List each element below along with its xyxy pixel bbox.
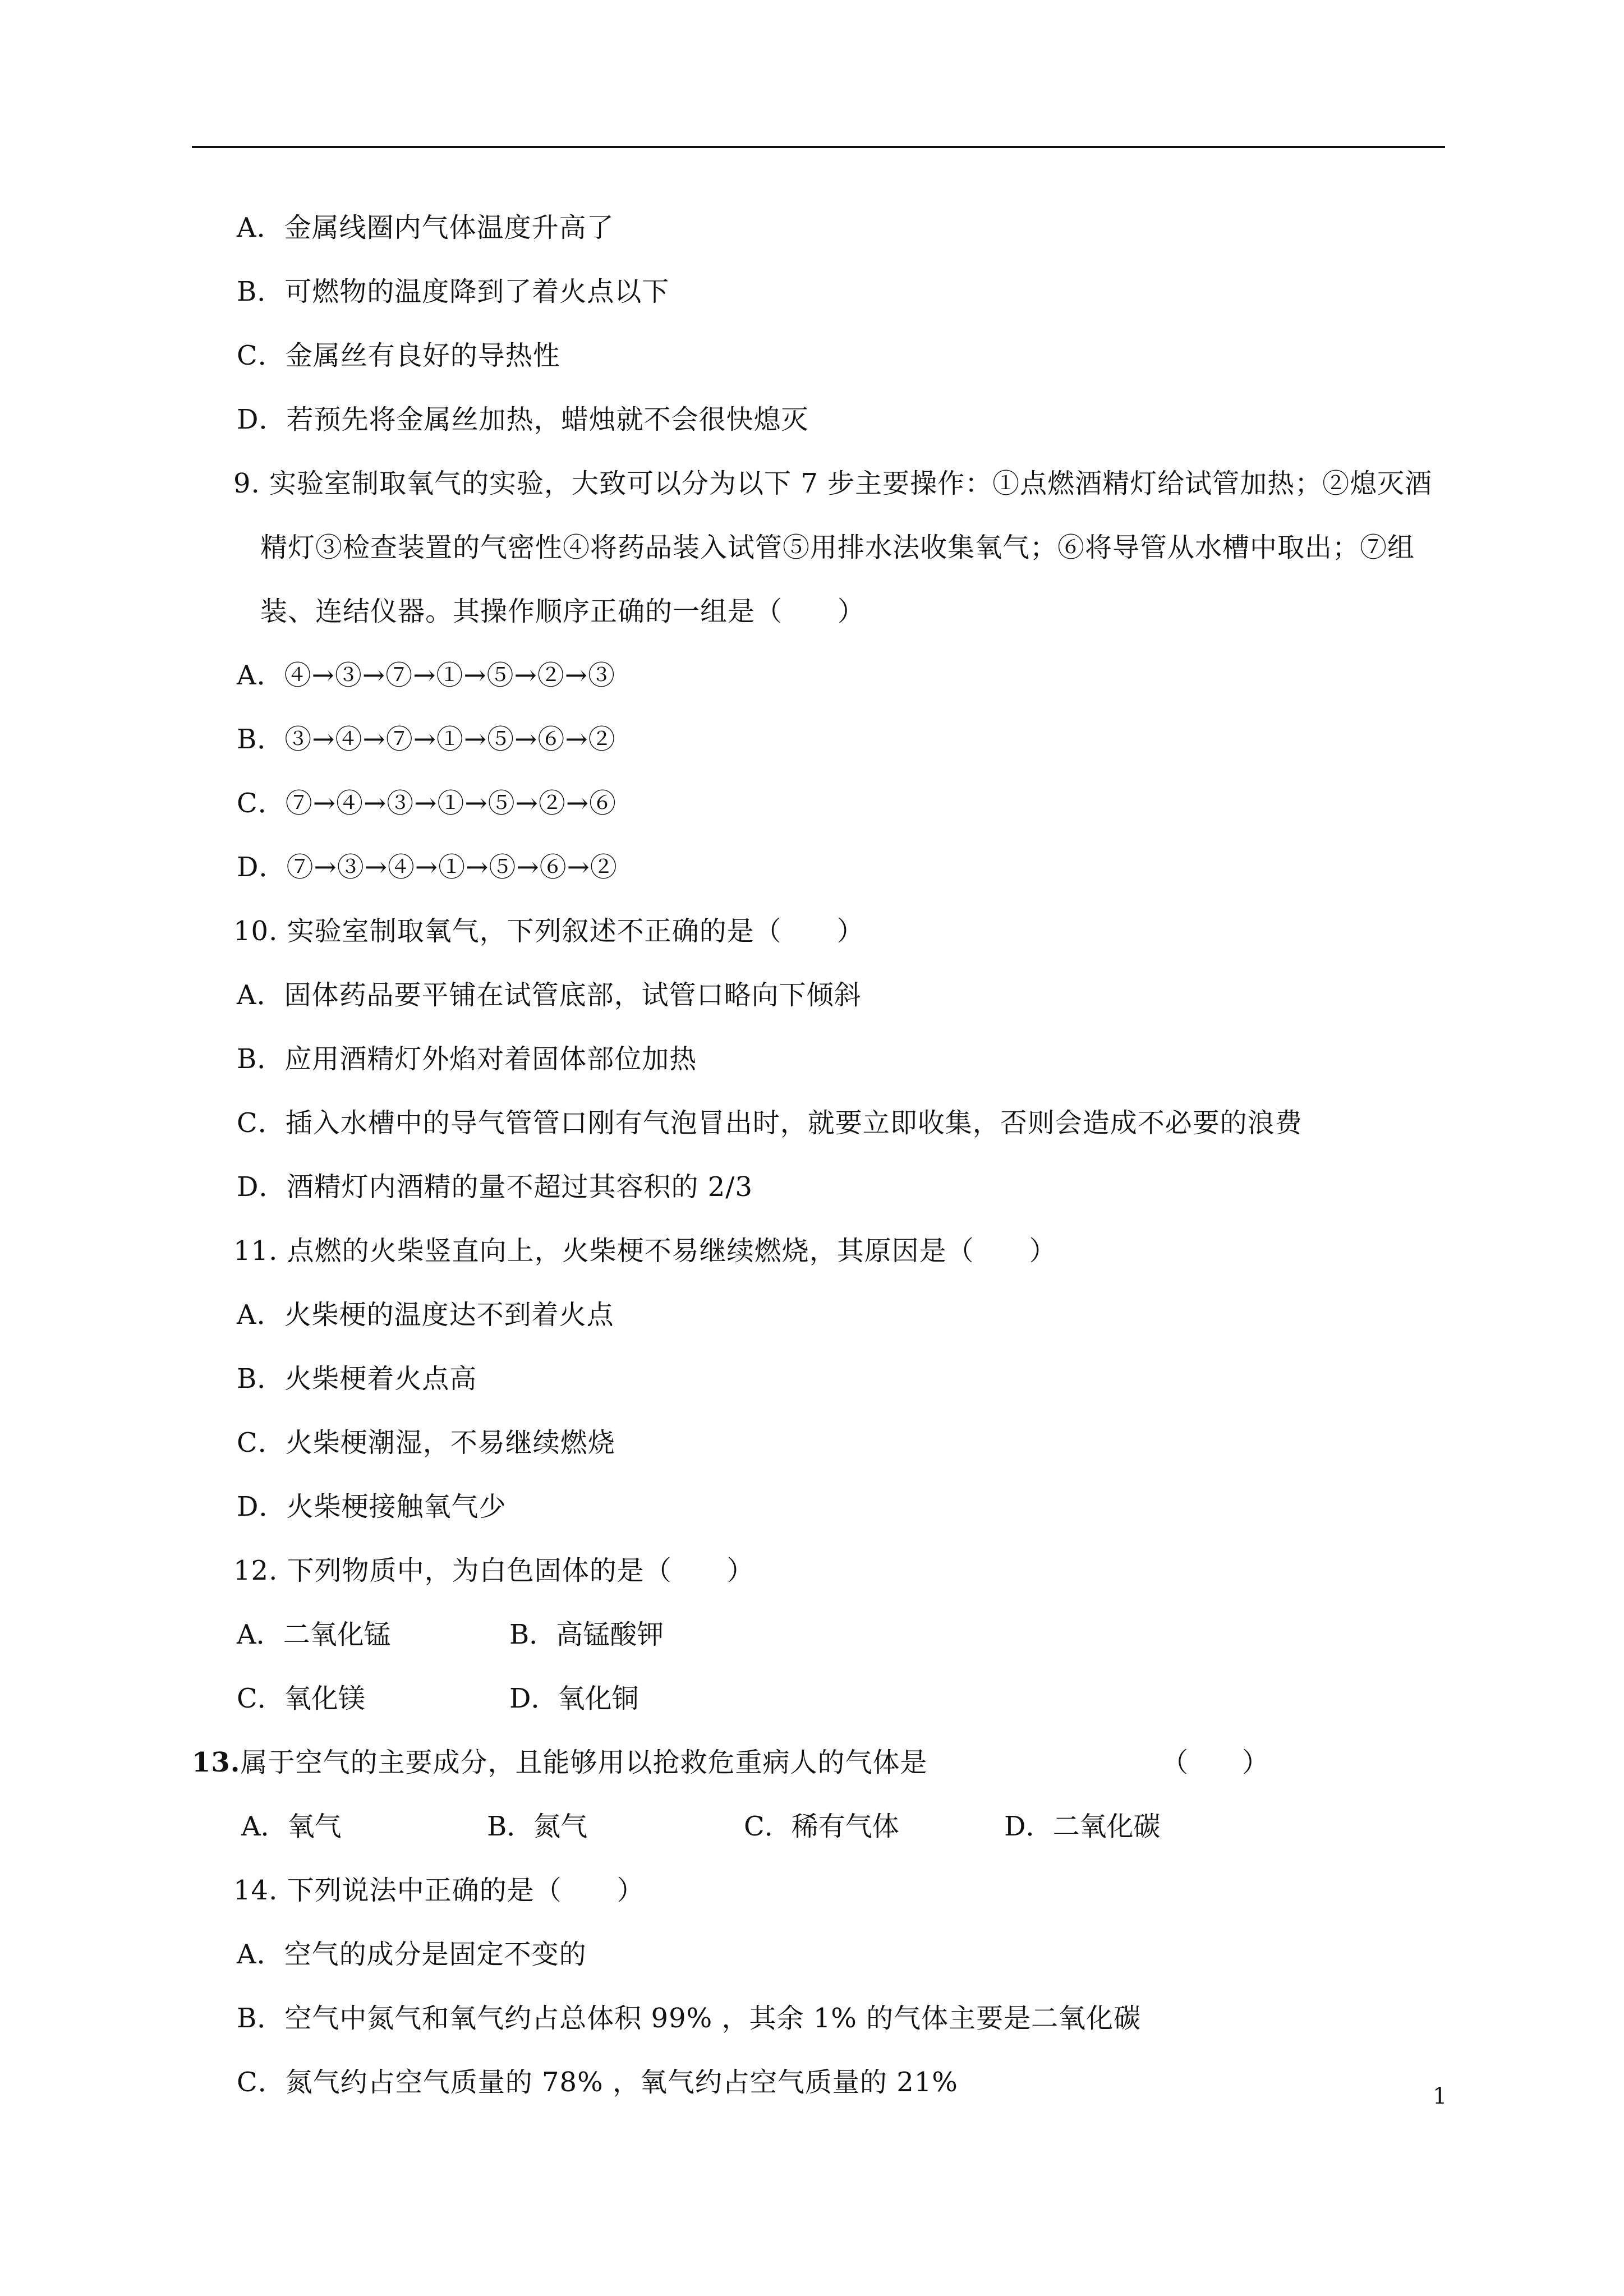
q8-option-c: C．金属丝有良好的导热性 (237, 340, 560, 371)
q9-option-c: C．⑦→④→③→①→⑤→②→⑥ (237, 788, 617, 819)
header-rule (192, 146, 1445, 148)
q14-option-b: B．空气中氮气和氧气约占总体积 99% ，其余 1% 的气体主要是二氧化碳 (237, 2003, 1142, 2034)
q11-option-c: C．火柴梗潮湿，不易继续燃烧 (237, 1427, 615, 1458)
q9-stem-line-1: 9. 实验室制取氧气的实验，大致可以分为以下 7 步主要操作：①点燃酒精灯给试管加热；②熄灭酒 (233, 468, 1433, 499)
q11-option-d: D．火柴梗接触氧气少 (237, 1491, 507, 1522)
q10-option-d: D．酒精灯内酒精的量不超过其容积的 2/3 (237, 1171, 753, 1203)
q13-option-b: B．氮气 (487, 1811, 588, 1842)
q13-option-c: C．稀有气体 (744, 1811, 899, 1842)
q13-answer-bracket: （ ） (1161, 1747, 1269, 1778)
q14-option-a: A．空气的成分是固定不变的 (237, 1939, 587, 1970)
q8-option-d: D．若预先将金属丝加热，蜡烛就不会很快熄灭 (237, 404, 809, 435)
q13-stem (192, 1746, 928, 1779)
q9-stem-line-2: 精灯③检查装置的气密性④将药品装入试管⑤用排水法收集氧气；⑥将导管从水槽中取出；⑦组 (260, 532, 1415, 563)
q9-option-d: D．⑦→③→④→①→⑤→⑥→② (237, 852, 618, 883)
q12-option-a: A．二氧化锰 (237, 1619, 391, 1650)
q13-number: 13. (192, 1747, 241, 1778)
q10-option-a: A．固体药品要平铺在试管底部，试管口略向下倾斜 (237, 979, 862, 1011)
q12-option-b: B．高锰酸钾 (509, 1619, 664, 1650)
q13-stem-text: 属于空气的主要成分，且能够用以抢救危重病人的气体是 (240, 1747, 928, 1778)
q10-option-c: C．插入水槽中的导气管管口刚有气泡冒出时，就要立即收集，否则会造成不必要的浪费 (237, 1107, 1303, 1139)
q11-option-a: A．火柴梗的温度达不到着火点 (237, 1299, 614, 1331)
q14-option-c: C．氮气约占空气质量的 78% ，氧气约占空气质量的 21% (237, 2067, 958, 2098)
q10-option-b: B．应用酒精灯外焰对着固体部位加热 (237, 1043, 697, 1075)
q14-stem: 14. 下列说法中正确的是（ ） (233, 1875, 645, 1906)
q13-option-a: A．氧气 (241, 1811, 342, 1842)
q12-stem: 12. 下列物质中，为白色固体的是（ ） (233, 1555, 755, 1586)
q11-stem: 11. 点燃的火柴竖直向上，火柴梗不易继续燃烧，其原因是（ ） (233, 1235, 1057, 1267)
q8-option-a: A．金属线圈内气体温度升高了 (237, 212, 614, 243)
page-number: 1 (1433, 2083, 1447, 2109)
q12-option-c: C．氧化镁 (237, 1683, 365, 1714)
q10-stem: 10. 实验室制取氧气，下列叙述不正确的是（ ） (233, 915, 864, 947)
q11-option-b: B．火柴梗着火点高 (237, 1363, 477, 1395)
q8-option-b: B．可燃物的温度降到了着火点以下 (237, 276, 670, 307)
q9-option-b: B．③→④→⑦→①→⑤→⑥→② (237, 724, 616, 755)
q9-option-a: A．④→③→⑦→①→⑤→②→③ (237, 660, 615, 691)
q13-option-d: D．二氧化碳 (1004, 1811, 1161, 1842)
q12-option-d: D．氧化铜 (509, 1683, 639, 1714)
q9-stem-line-3: 装、连结仪器。其操作顺序正确的一组是（ ） (260, 596, 866, 627)
